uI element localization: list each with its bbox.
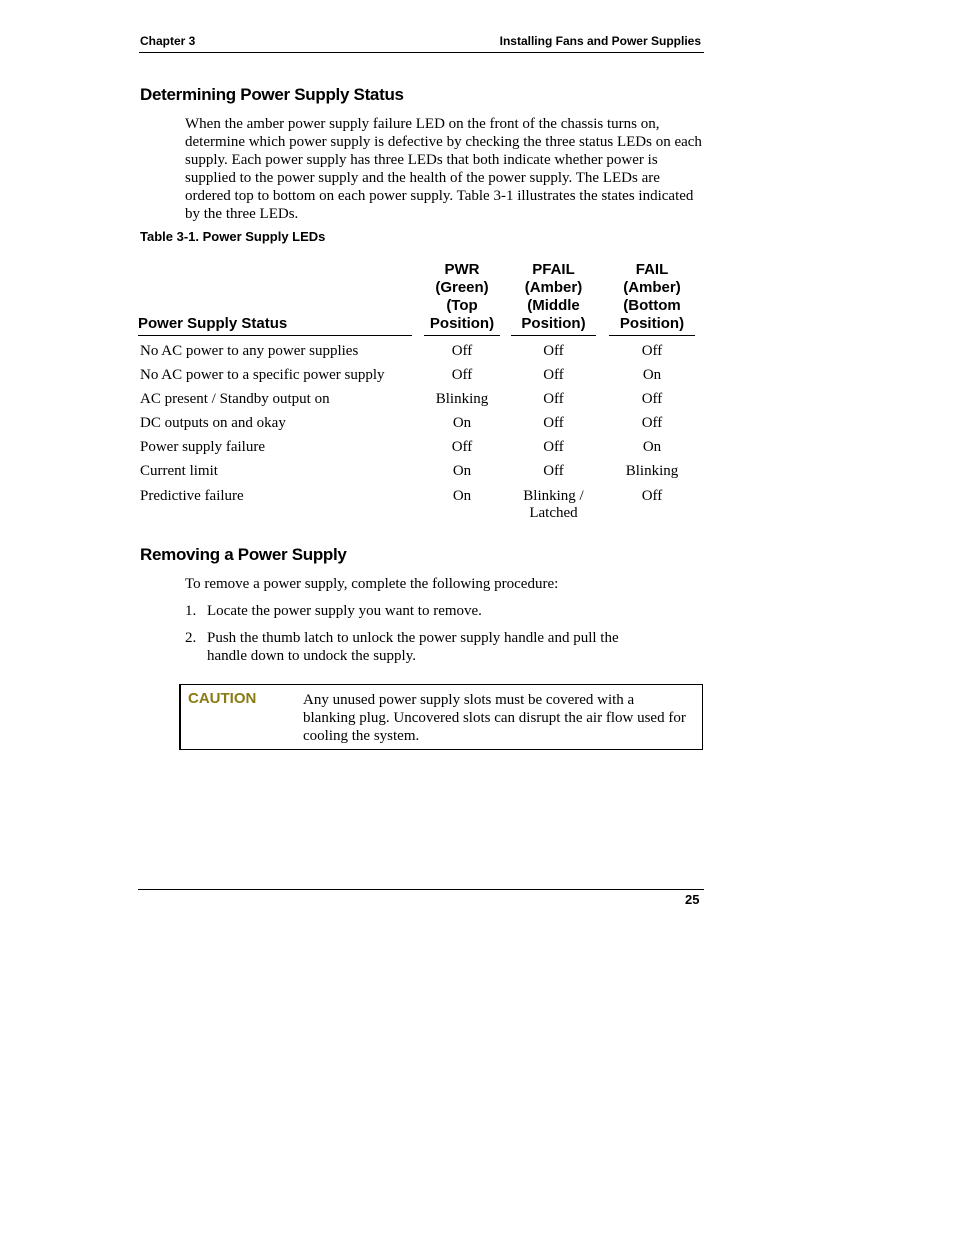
caution-box: [179, 684, 703, 750]
list-item: [185, 602, 655, 620]
row-status: AC present / Standby output on: [140, 391, 330, 407]
page-number: 25: [685, 892, 700, 907]
chapter-label: Chapter 3: [140, 34, 196, 48]
row-fail: Off: [641, 343, 663, 359]
step-text: Locate the power supply you want to remove.: [207, 603, 482, 619]
step-number: 1.: [185, 603, 197, 619]
step-number: 2.: [185, 630, 197, 646]
row-fail: Blinking: [625, 463, 679, 479]
caution-text: Any unused power supply slots must be covered with a blanking plug. Uncovered slots can disrupt the air flow used for cooling the system.: [303, 692, 686, 744]
row-status: Power supply failure: [140, 439, 265, 455]
caution-label: CAUTION: [188, 690, 257, 707]
row-fail: On: [642, 367, 662, 383]
step-text: Push the thumb latch to unlock the power supply handle and pull the handle down to undock the supply.: [207, 630, 619, 664]
row-status: DC outputs on and okay: [140, 415, 286, 431]
section-heading-removing-power-supply: Removing a Power Supply: [140, 545, 347, 564]
procedure-steps: [185, 602, 655, 674]
row-pfail: Off: [543, 367, 564, 383]
row-status: Predictive failure: [140, 488, 244, 504]
row-pwr: Off: [451, 343, 473, 359]
list-item: [185, 629, 655, 665]
column-header-fail: FAIL (Amber) (Bottom Position): [609, 261, 695, 336]
row-fail: Off: [641, 391, 663, 407]
section-heading-power-supply-status: Determining Power Supply Status: [140, 85, 404, 104]
row-pfail: Off: [543, 463, 564, 479]
running-header: [139, 34, 704, 53]
row-pfail: Off: [543, 391, 564, 407]
column-header-pfail: PFAIL (Amber) (Middle Position): [511, 261, 596, 336]
row-pwr: Blinking: [435, 391, 489, 407]
row-status: No AC power to a specific power supply: [140, 367, 385, 383]
row-pwr: Off: [451, 367, 473, 383]
table-caption: Table 3-1. Power Supply LEDs: [140, 229, 326, 244]
row-pwr: On: [452, 463, 472, 479]
row-pwr: On: [452, 415, 472, 431]
chapter-title: Installing Fans and Power Supplies: [499, 34, 701, 48]
row-fail: On: [642, 439, 662, 455]
procedure-intro: To remove a power supply, complete the following procedure:: [185, 576, 559, 592]
column-header-status: Power Supply Status: [138, 315, 412, 336]
row-pfail: Off: [543, 415, 564, 431]
row-fail: Off: [641, 488, 663, 504]
row-pfail: Off: [543, 343, 564, 359]
row-status: No AC power to any power supplies: [140, 343, 359, 359]
row-status: Current limit: [140, 463, 218, 479]
row-fail: Off: [641, 415, 663, 431]
footer-divider: [138, 889, 704, 890]
column-header-pwr: PWR (Green) (Top Position): [424, 261, 500, 336]
row-pfail: Blinking / Latched: [523, 488, 584, 521]
row-pwr: Off: [451, 439, 473, 455]
row-pfail: Off: [543, 439, 564, 455]
status-paragraph: When the amber power supply failure LED on the front of the chassis turns on, determine which power supply is defective by checking the three status LEDs on each supply. Each power supply has three LEDs that both indicate whether power is supplied to the power supply and the health of the power supply. The LEDs are ordered top to bottom on each power supply. Table 3-1 illustrates the states indicated by the three LEDs.: [185, 116, 702, 222]
row-pwr: On: [452, 488, 472, 504]
